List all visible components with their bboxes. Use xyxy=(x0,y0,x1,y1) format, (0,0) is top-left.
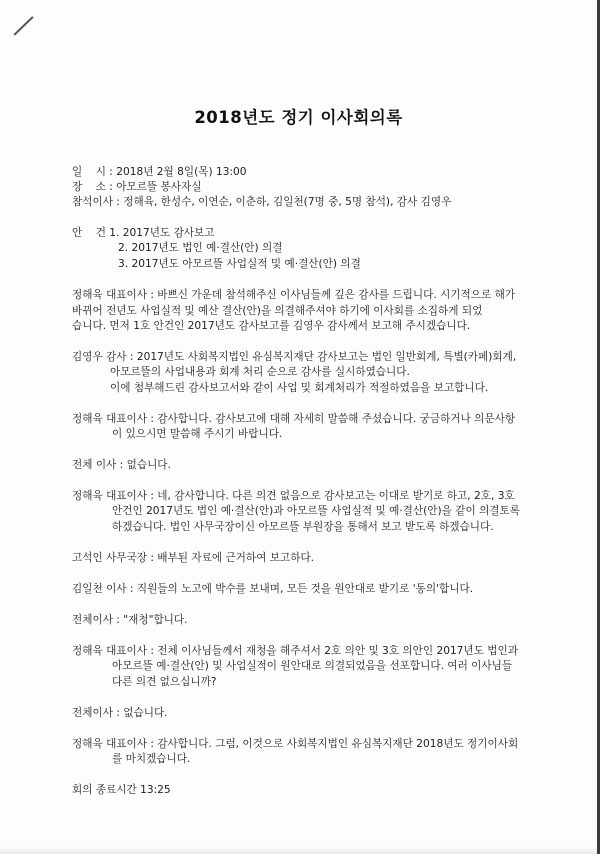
date-row xyxy=(72,166,247,179)
minute-11-line-2: 를 마치겠습니다. xyxy=(112,753,191,765)
minute-1-line-3: 습니다. 먼저 1호 안건인 2017년도 감사보고를 김영우 감사께서 보고해 주시겠습니다. xyxy=(72,320,471,332)
minute-5-line-1: 정해육 대표이사 : 네, 감사합니다. 다른 의견 없음으로 감사보고는 이대로 받기로 하고, 2호, 3호 xyxy=(72,490,515,502)
minute-2-line-1: 김영우 감사 : 2017년도 사회복지법인 유심복지재단 감사보고는 법인 일반회계, 특별(카페)회계, xyxy=(72,351,517,363)
minute-9-line-1: 정해육 대표이사 : 전체 이사님들께서 재청을 해주셔서 2호 의안 및 3호 의안인 2017년도 법인과 xyxy=(72,645,518,657)
minute-1-line-1: 정해육 대표이사 : 바쁘신 가운데 참석해주신 이사님들께 깊은 감사를 드립니다. 시기적으로 해가 xyxy=(72,289,516,301)
minute-11-line-1: 정해육 대표이사 : 감사합니다. 그럼, 이것으로 사회복지법인 유심복지재단 2018년도 정기이사회 xyxy=(72,738,519,750)
minute-5-line-2: 안건인 2017년도 법인 예·결산(안)과 아모르뜰 사업실적 및 예·결산(안)을 같이 의결토록 xyxy=(112,505,521,517)
agenda-item-1: 1. 2017년도 감사보고 xyxy=(105,227,215,239)
minute-10-line-1: 전체이사 : 없습니다. xyxy=(72,707,168,719)
date-label: 일 시 xyxy=(72,166,106,178)
agenda-item-3: 3. 2017년도 아모르뜰 사업실적 및 예·결산(안) 의결 xyxy=(118,258,361,270)
minute-9-line-3: 다른 의견 없으십니까? xyxy=(112,676,217,688)
minute-2-line-3: 이에 첨부해드린 감사보고서와 같이 사업 및 회계처리가 적절하였음을 보고합니다. xyxy=(110,382,489,394)
minute-5-line-3: 하겠습니다. 법인 사무국장이신 아모르뜰 부원장을 통해서 보고 받도록 하겠습니다. xyxy=(112,521,494,533)
document-title: 2018년도 정기 이사회의록 xyxy=(194,108,403,127)
minute-7-line-1: 김일천 이사 : 직원들의 노고에 박수를 보내며, 모든 것을 원안대로 받기로 '동의'합니다. xyxy=(72,583,474,595)
place-label: 장 소 xyxy=(72,181,106,193)
closing-time: 회의 종료시간 13:25 xyxy=(72,784,171,796)
scan-edge xyxy=(0,846,597,854)
minute-2-line-2: 아모르뜰의 사업내용과 회계 처리 순으로 감사를 실시하였습니다. xyxy=(110,366,410,378)
agenda-item-2: 2. 2017년도 법인 예·결산(안) 의결 xyxy=(118,242,283,254)
pen-mark xyxy=(13,16,33,35)
agenda-row-1 xyxy=(72,227,215,240)
agenda-label: 안 건 xyxy=(72,227,106,239)
minute-6-line-1: 고석인 사무국장 : 배부된 자료에 근거하여 보고하다. xyxy=(72,552,315,564)
attendees-label: 참석이사 xyxy=(72,196,113,208)
minute-3-line-1: 정해육 대표이사 : 감사합니다. 감사보고에 대해 자세히 말씀해 주셨습니다. 궁금하거나 의문사항 xyxy=(72,413,516,425)
minute-8-line-1: 전체이사 : "재청"합니다. xyxy=(72,614,188,626)
minute-9-line-2: 아모르뜰 예·결산(안) 및 사업실적이 원안대로 의결되었음을 선포합니다. 여러 이사님들 xyxy=(112,660,513,672)
minute-4-line-1: 전체 이사 : 없습니다. xyxy=(72,459,171,471)
date-value: : 2018년 2월 8일(목) 13:00 xyxy=(105,166,247,178)
attendees-row xyxy=(72,196,451,209)
minute-3-line-2: 이 있으시면 말씀해 주시기 바랍니다. xyxy=(112,428,283,440)
attendees-value: : 정해육, 한성수, 이연순, 이춘하, 김일천(7명 중, 5명 참석), 감사 김영우 xyxy=(112,196,452,208)
minute-1-line-2: 바뀌어 전년도 사업실적 및 예산 결산(안)을 의결해주셔야 하기에 이사회를 소집하게 되었 xyxy=(72,305,483,317)
place-value: : 아모르뜰 봉사자실 xyxy=(105,181,202,193)
place-row xyxy=(72,181,201,194)
